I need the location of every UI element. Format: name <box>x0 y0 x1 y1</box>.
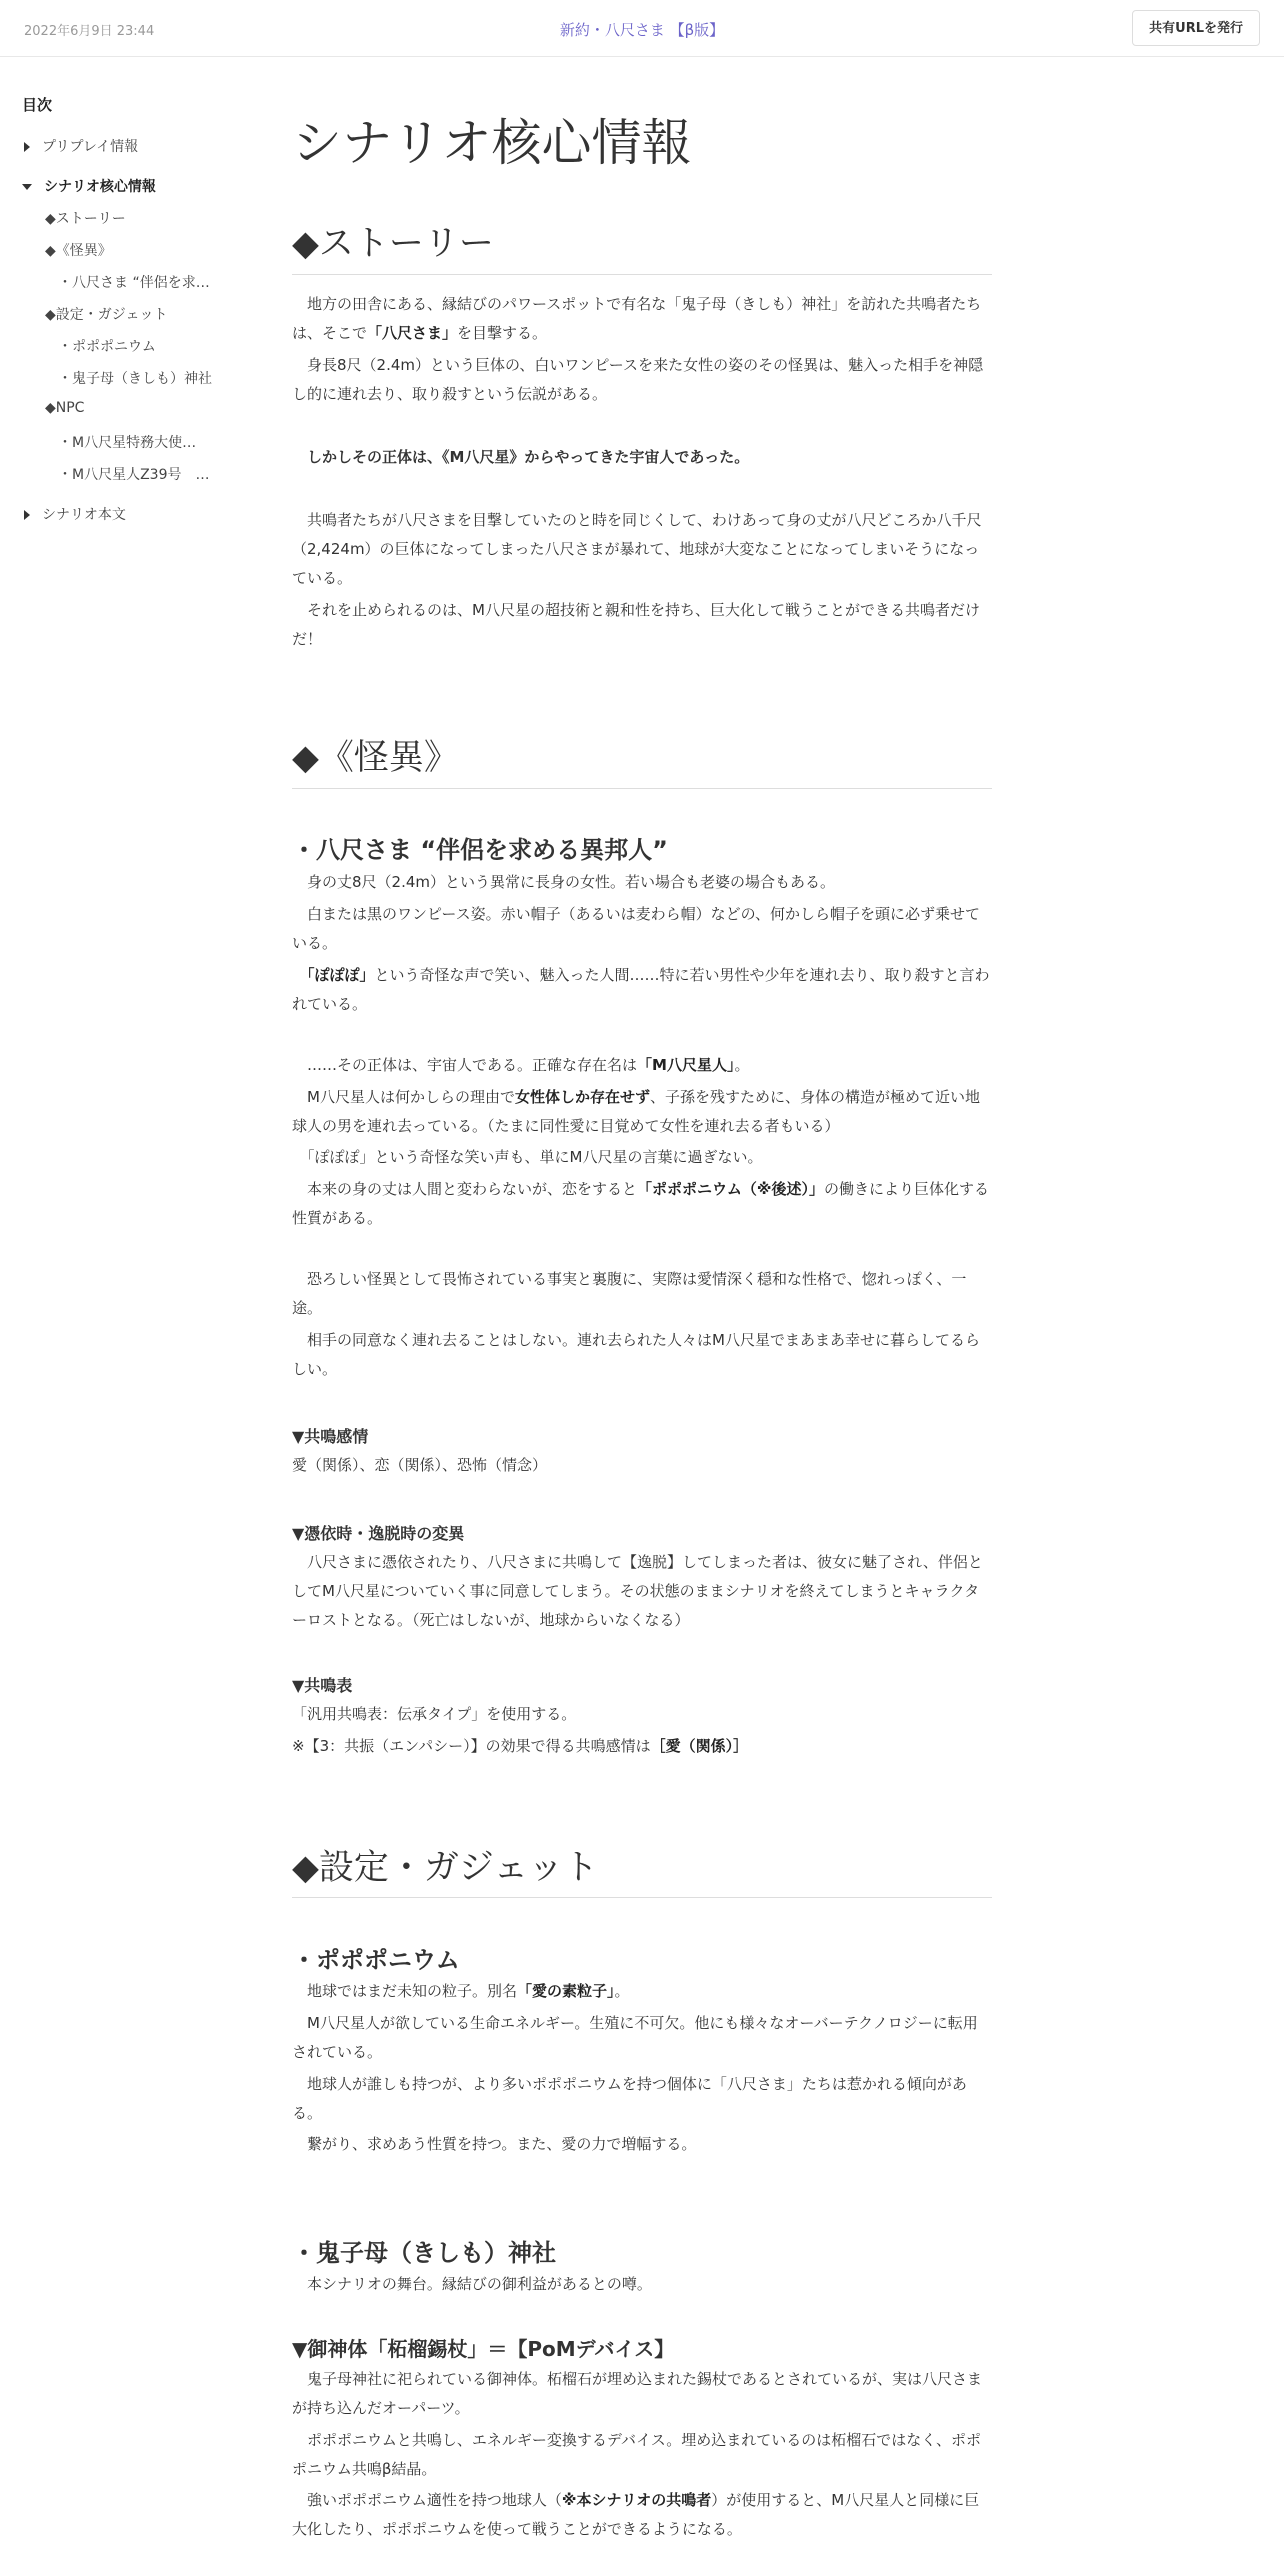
paragraph: 強いポポポニウム適性を持つ地球人（※本シナリオの共鳴者）が使用すると、M八尺星人と同様に巨大化したり、ポポポニウムを使って戦うことができるようになる。 <box>292 2491 980 2538</box>
paragraph: 「ぽぽぽ」という奇怪な声で笑い、魅入った人間……特に若い男性や少年を連れ去り、取り殺すと言われている。 <box>292 966 990 1013</box>
section-heading-gadget: ◆設定・ガジェット <box>292 1848 599 1888</box>
document-title[interactable]: 新約・八尺さま 【β版】 <box>559 21 725 39</box>
subsection-heading: ・ポポポニウム <box>292 1946 460 1974</box>
divider <box>292 1897 992 1898</box>
share-url-button[interactable]: 共有URLを発行 <box>1132 10 1260 46</box>
paragraph: 地方の田舎にある、縁結びのパワースポットで有名な「鬼子母（きしも）神社」を訪れた共鳴者たちは、そこで「八尺さま」を目撃する。 <box>292 295 982 342</box>
subheading-goshintai: ▼御神体「柘榴錫杖」＝【PoMデバイス】 <box>292 2337 675 2361</box>
subheading-hyoi: ▼憑依時・逸脱時の変異 <box>292 1524 465 1543</box>
subsection-heading: ・八尺さま “伴侶を求める異邦人” <box>292 836 668 864</box>
top-bar <box>0 0 1284 57</box>
toc-item-popo[interactable]: ・ポポポニウム <box>58 339 156 355</box>
toc-item-label: プリプレイ情報 <box>42 139 139 155</box>
toc-title: 目次 <box>22 96 53 114</box>
paragraph: 「汎用共鳴表：伝承タイプ」を使用する。 <box>292 1705 577 1723</box>
toc-item-label: シナリオ核心情報 <box>44 179 156 195</box>
paragraph: 繋がり、求めあう性質を持つ。また、愛の力で増幅する。 <box>292 2135 697 2153</box>
paragraph: 地球ではまだ未知の粒子。別名「愛の素粒子」。 <box>292 1982 630 2000</box>
paragraph: 白または黒のワンピース姿。赤い帽子（あるいは麦わら帽）などの、何かしら帽子を頭に必ず乗せている。 <box>292 905 981 952</box>
paragraph: 地球人が誰しも持つが、より多いポポポニウムを持つ個体に「八尺さま」たちは惹かれる傾向がある。 <box>292 2075 967 2122</box>
subheading-kyomei: ▼共鳴感情 <box>292 1427 369 1446</box>
toc-item-envoy[interactable]: ・M八尺星特務大使… <box>58 435 197 451</box>
date-stamp: 2022年6月9日 23:44 <box>24 24 155 39</box>
paragraph: ……その正体は、宇宙人である。正確な存在名は「M八尺星人」。 <box>292 1056 750 1074</box>
caret-down-icon[interactable] <box>22 184 32 190</box>
toc-item-story[interactable]: ◆ストーリー <box>45 211 126 227</box>
page-title: シナリオ核心情報 <box>292 114 692 172</box>
subsection-heading: ・鬼子母（きしも）神社 <box>292 2239 556 2267</box>
paragraph: M八尺星人が欲している生命エネルギー。生殖に不可欠。他にも様々なオーバーテクノロジーに転用されている。 <box>292 2014 978 2061</box>
paragraph: 身の丈8尺（2.4m）という異常に長身の女性。若い場合も老婆の場合もある。 <box>292 873 836 891</box>
toc-item-npc[interactable]: ◆NPC <box>45 400 85 416</box>
toc-item-gadget[interactable]: ◆設定・ガジェット <box>45 307 168 323</box>
paragraph: 鬼子母神社に祀られている御神体。柘榴石が埋め込まれた錫杖であるとされているが、実は八尺さまが持ち込んだオーパーツ。 <box>292 2370 983 2417</box>
paragraph: 八尺さまに憑依されたり、八尺さまに共鳴して【逸脱】してしまった者は、彼女に魅了され、伴侶としてM八尺星についていく事に同意してしまう。その状態のままシナリオを終えてしまうとキャラクターロストとなる。（死亡はしないが、地球からいなくなる） <box>292 1553 983 1629</box>
toc-item-z39[interactable]: ・M八尺星人Z39号 … <box>58 467 210 483</box>
toc-item-kaii[interactable]: ◆《怪異》 <box>45 243 112 259</box>
paragraph: 本シナリオの舞台。縁結びの御利益があるとの噂。 <box>292 2275 652 2293</box>
paragraph: 共鳴者たちが八尺さまを目撃していたのと時を同じくして、わけあって身の丈が八尺どころか八千尺（2,424m）の巨体になってしまった八尺さまが暴れて、地球が大変なことになってしまいそうになっている。 <box>292 511 982 587</box>
toc-item-preplay[interactable] <box>24 136 138 156</box>
toc-item-label: シナリオ本文 <box>42 507 126 523</box>
toc-item-main-text[interactable] <box>24 504 126 524</box>
section-heading-kaii: ◆《怪異》 <box>292 738 459 778</box>
paragraph: ポポポニウムと共鳴し、エネルギー変換するデバイス。埋め込まれているのは柘榴石ではなく、ポポポニウム共鳴β結晶。 <box>292 2431 981 2478</box>
divider <box>292 274 992 275</box>
caret-right-icon[interactable] <box>24 510 30 520</box>
divider <box>292 788 992 789</box>
paragraph: 身長8尺（2.4m）という巨体の、白いワンピースを来た女性の姿のその怪異は、魅入った相手を神隠し的に連れ去り、取り殺すという伝説がある。 <box>292 356 984 403</box>
paragraph: 本来の身の丈は人間と変わらないが、恋をすると「ポポポニウム（※後述）」の働きにより巨体化する性質がある。 <box>292 1180 989 1227</box>
paragraph: それを止められるのは、M八尺星の超技術と親和性を持ち、巨大化して戦うことができる共鳴者だけだ！ <box>292 601 980 648</box>
paragraph-emphasis: しかしその正体は、《M八尺星》からやってきた宇宙人であった。 <box>292 448 750 466</box>
paragraph: 「ぽぽぽ」という奇怪な笑い声も、単にM八尺星の言葉に過ぎない。 <box>292 1148 763 1166</box>
paragraph: 恐ろしい怪異として畏怖されている事実と裏腹に、実際は愛情深く穏和な性格で、惚れっぽく、一途。 <box>292 1270 967 1317</box>
subheading-table: ▼共鳴表 <box>292 1676 353 1695</box>
toc-item-core[interactable] <box>22 176 156 196</box>
section-heading-story: ◆ストーリー <box>292 224 494 264</box>
paragraph: ※【3：共振（エンパシー）】の効果で得る共鳴感情は［愛（関係）］ <box>292 1737 749 1755</box>
caret-right-icon[interactable] <box>24 142 30 152</box>
paragraph: 愛（関係）、恋（関係）、恐怖（情念） <box>292 1456 548 1474</box>
paragraph: M八尺星人は何かしらの理由で女性体しか存在せず、子孫を残すために、身体の構造が極めて近い地球人の男を連れ去っている。（たまに同性愛に目覚めて女性を連れ去る者もいる） <box>292 1088 980 1135</box>
toc-item-hasshaku[interactable]: ・八尺さま “伴侶を求… <box>58 275 210 291</box>
paragraph: 相手の同意なく連れ去ることはしない。連れ去られた人々はM八尺星でまあまあ幸せに暮らしてるらしい。 <box>292 1331 980 1378</box>
toc-item-kishimo[interactable]: ・鬼子母（きしも）神社 <box>58 371 212 387</box>
